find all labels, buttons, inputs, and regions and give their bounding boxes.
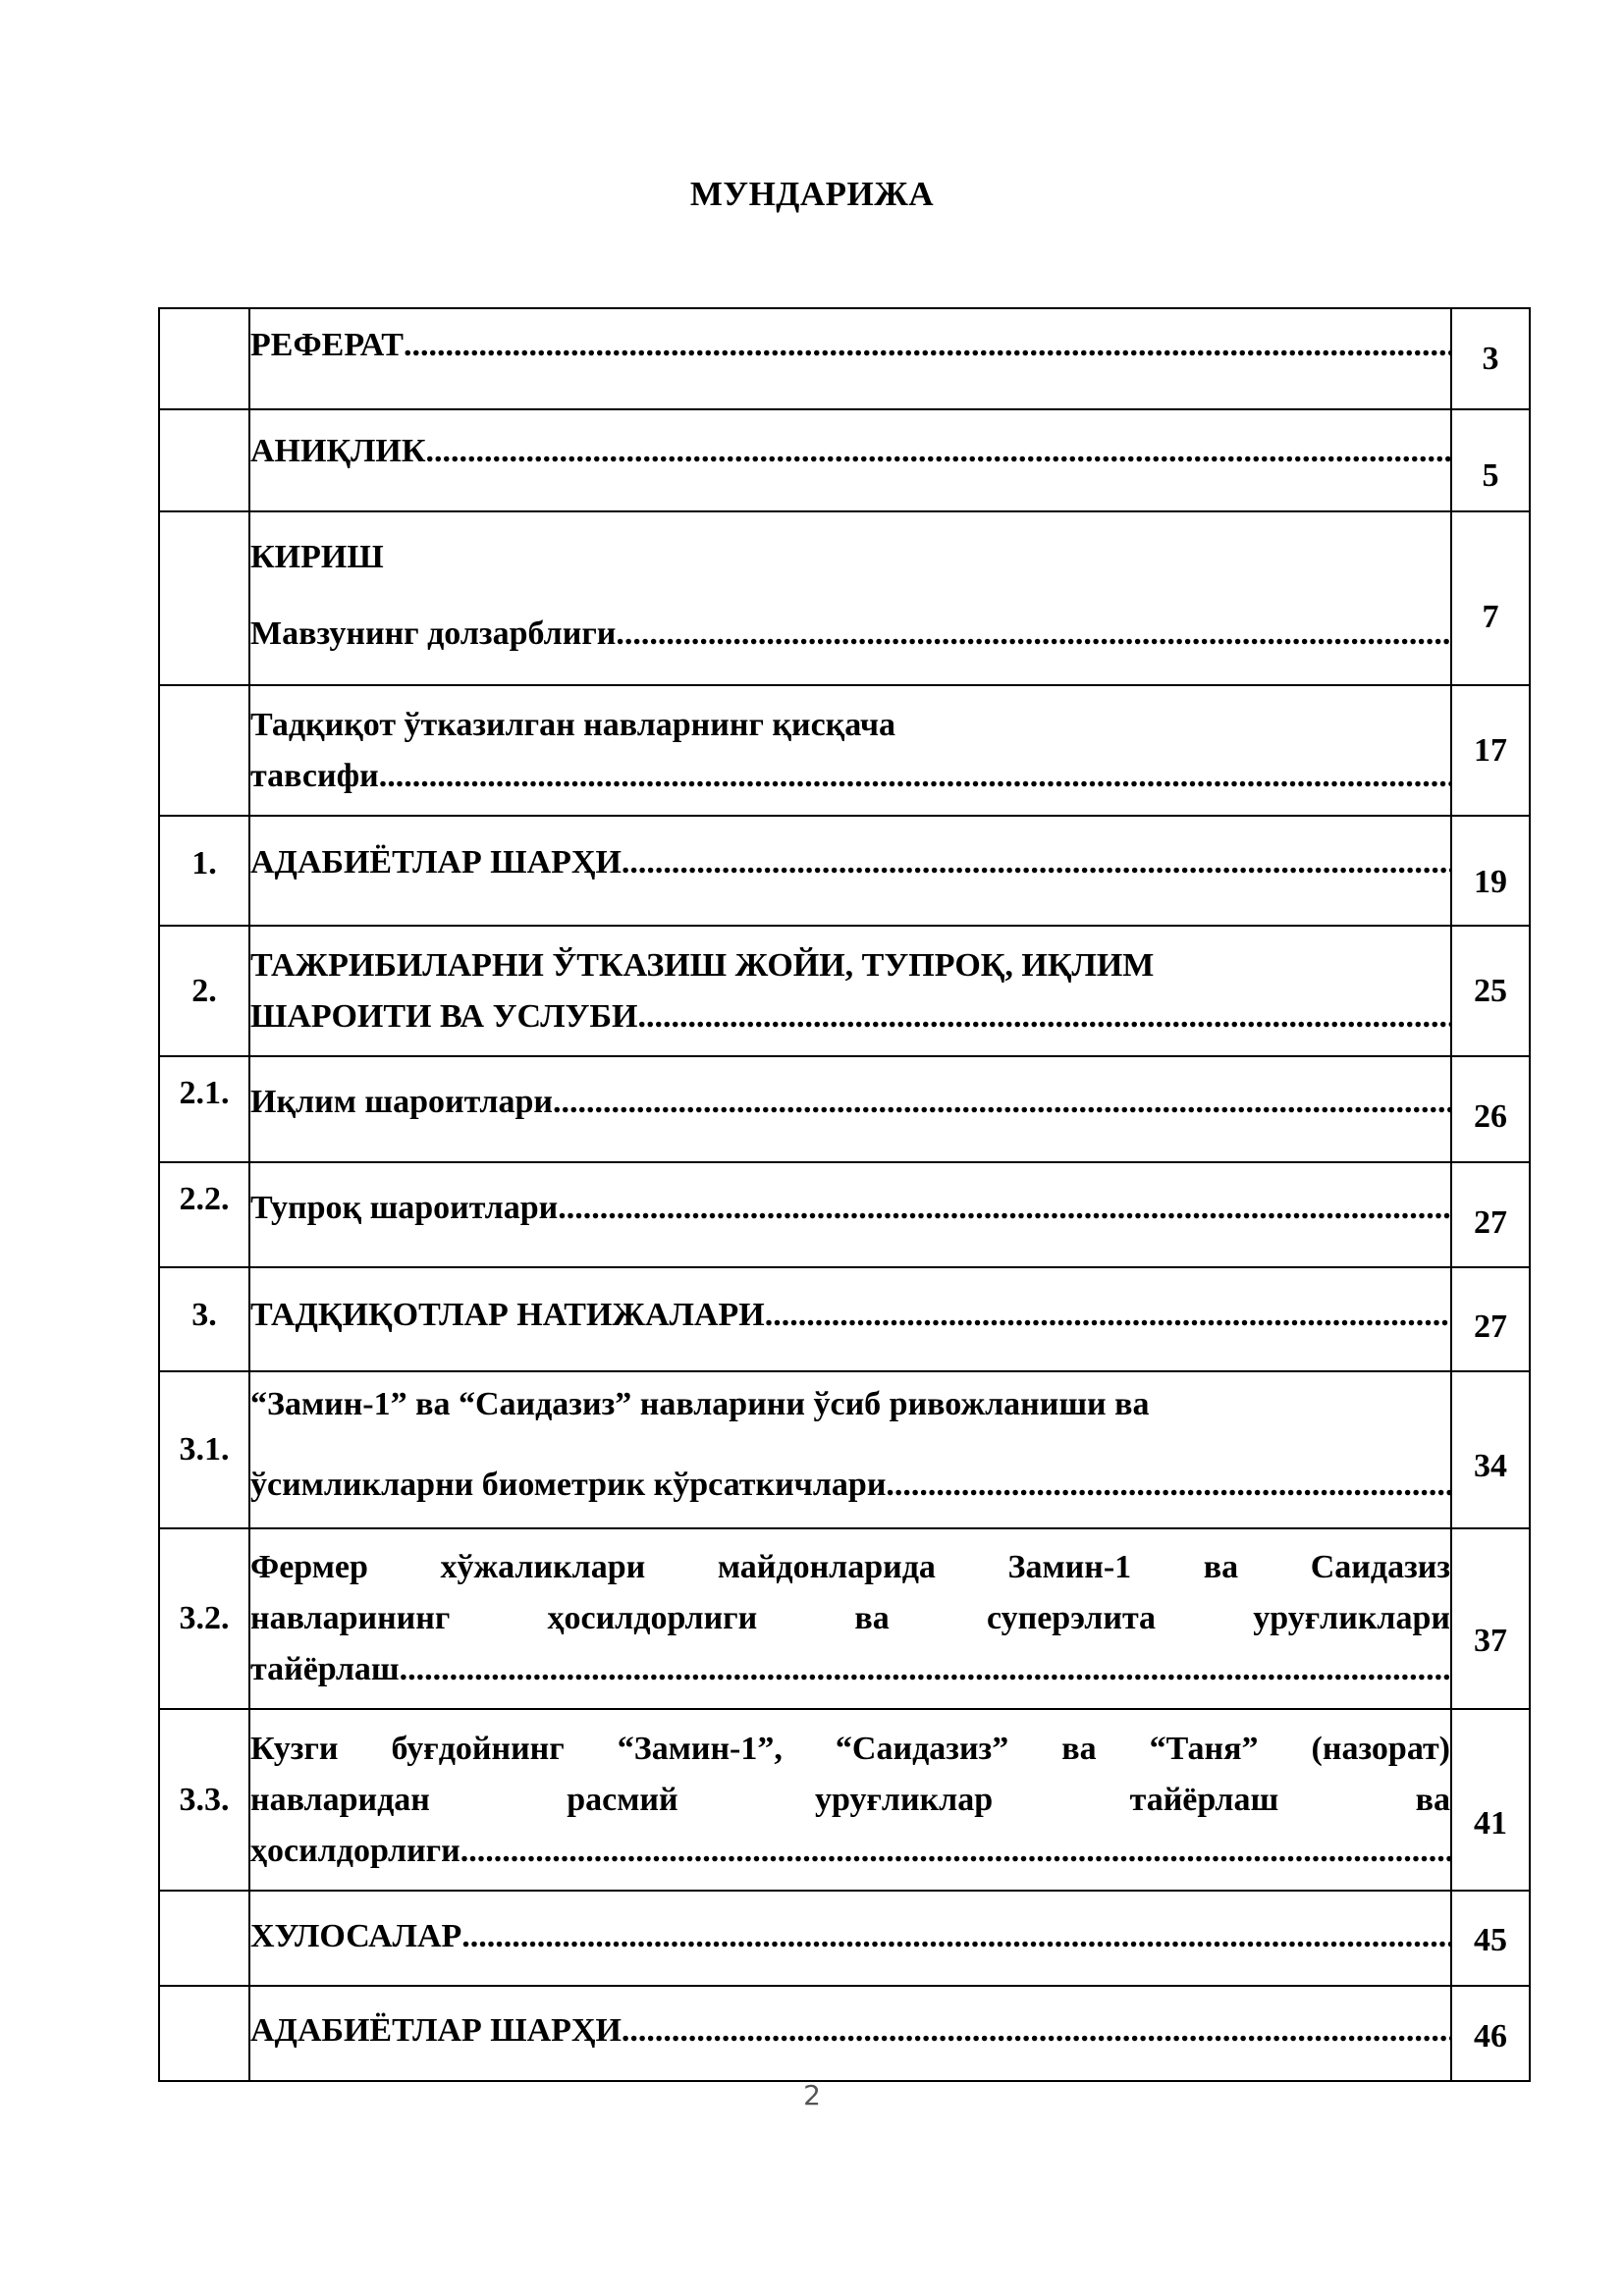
toc-entry-text: АДАБИЁТЛАР ШАРҲИ: [250, 2011, 622, 2049]
leader-dots: [426, 426, 1450, 477]
toc-entry[interactable]: [249, 926, 1451, 1056]
toc-page: 41: [1451, 1709, 1530, 1891]
toc-row: [159, 1162, 1530, 1267]
toc-row: [159, 1528, 1530, 1709]
leader-dots: [622, 837, 1450, 888]
toc-row: [159, 308, 1530, 409]
toc-number: [159, 1891, 249, 1986]
toc-entry-text: Иқлим шароитлари: [250, 1084, 553, 1120]
toc-entry-text: навларининг ҳосилдорлиги ва суперэлита уруғликлари: [250, 1600, 1450, 1636]
toc-row: [159, 1891, 1530, 1986]
toc-page: 34: [1451, 1371, 1530, 1528]
toc-page: 3: [1451, 308, 1530, 409]
toc-entry-text: ШАРОИТИ ВА УСЛУБИ: [250, 997, 638, 1035]
toc-entry[interactable]: [249, 1528, 1451, 1709]
toc-page: 27: [1451, 1267, 1530, 1371]
leader-dots: [886, 1460, 1450, 1511]
toc-entry-text: ХУЛОСАЛАР: [250, 1917, 462, 1954]
toc-row: [159, 1267, 1530, 1371]
toc-entry-text: Кузги буғдойнинг “Замин-1”, “Саидазиз” ва “Таня” (назорат): [250, 1730, 1450, 1767]
toc-row: [159, 816, 1530, 926]
toc-number: 3.1.: [159, 1371, 249, 1528]
toc-entry[interactable]: [249, 409, 1451, 511]
leader-dots: [637, 991, 1450, 1042]
toc-number: [159, 1986, 249, 2081]
toc-page: 27: [1451, 1162, 1530, 1267]
toc-number: 2.2.: [159, 1162, 249, 1267]
leader-dots: [765, 1290, 1450, 1341]
toc-page: 46: [1451, 1986, 1530, 2081]
leader-dots: [558, 1183, 1450, 1234]
toc-number: [159, 308, 249, 409]
toc-row: [159, 409, 1530, 511]
toc-number: 2.1.: [159, 1056, 249, 1162]
toc-entry-text: ТАЖРИБИЛАРНИ ЎТКАЗИШ ЖОЙИ, ТУПРОҚ, ИҚЛИМ: [250, 946, 1155, 984]
toc-page: 17: [1451, 685, 1530, 816]
toc-entry-text: Тупроқ шароитлари: [250, 1189, 559, 1226]
toc-entry[interactable]: [249, 511, 1451, 685]
toc-page: 26: [1451, 1056, 1530, 1162]
toc-entry-text: Фермер хўжаликлари майдонларида Замин-1 ва Саидазиз: [250, 1549, 1450, 1585]
toc-entry[interactable]: [249, 1162, 1451, 1267]
toc-row: [159, 685, 1530, 816]
toc-entry[interactable]: [249, 1371, 1451, 1528]
toc-entry-text: ТАДҚИҚОТЛАР НАТИЖАЛАРИ: [250, 1297, 765, 1333]
leader-dots: [404, 320, 1450, 371]
toc-entry[interactable]: [249, 685, 1451, 816]
toc-page: 19: [1451, 816, 1530, 926]
toc-entry[interactable]: [249, 1056, 1451, 1162]
toc-row: [159, 926, 1530, 1056]
toc-entry-text: Мавзунинг долзарблиги: [250, 614, 617, 652]
toc-number: 3.3.: [159, 1709, 249, 1891]
toc-page: 37: [1451, 1528, 1530, 1709]
page-title: МУНДАРИЖА: [689, 175, 935, 213]
toc-entry-text: навларидан расмий уруғликлар тайёрлаш ва: [250, 1781, 1450, 1818]
leader-dots: [553, 1077, 1450, 1128]
toc-entry-text: “Замин-1” ва “Саидазиз” навларини ўсиб ривожланиши ва: [250, 1386, 1150, 1422]
toc-page: 25: [1451, 926, 1530, 1056]
toc-entry-text: АДАБИЁТЛАР ШАРҲИ: [250, 844, 622, 881]
toc-row: [159, 1709, 1530, 1891]
toc-page: 45: [1451, 1891, 1530, 1986]
page-number: 2: [803, 2079, 821, 2111]
toc-number: 3.2.: [159, 1528, 249, 1709]
toc-number: 2.: [159, 926, 249, 1056]
toc-entry-text: тайёрлаш: [250, 1651, 400, 1687]
toc-entry-text: АНИҚЛИК: [250, 433, 426, 469]
toc-page: 5: [1451, 409, 1530, 511]
leader-dots: [461, 1911, 1450, 1962]
toc-entry[interactable]: [249, 816, 1451, 926]
leader-dots: [400, 1644, 1450, 1695]
toc-row: [159, 511, 1530, 685]
table-of-contents: [158, 307, 1531, 2082]
toc-row: [159, 1986, 1530, 2081]
toc-entry-text: тавсифи: [250, 757, 379, 794]
toc-number: [159, 409, 249, 511]
toc-entry-text: ҳосилдорлиги: [250, 1832, 460, 1869]
toc-entry-heading: КИРИШ: [250, 538, 384, 575]
leader-dots: [622, 2005, 1450, 2056]
toc-entry[interactable]: [249, 1891, 1451, 1986]
leader-dots: [616, 609, 1450, 660]
toc-number: 3.: [159, 1267, 249, 1371]
toc-number: 1.: [159, 816, 249, 926]
toc-page: 7: [1451, 511, 1530, 685]
toc-row: [159, 1371, 1530, 1528]
toc-entry[interactable]: [249, 1267, 1451, 1371]
toc-row: [159, 1056, 1530, 1162]
toc-entry[interactable]: [249, 308, 1451, 409]
toc-entry-text: Тадқиқот ўтказилган навларнинг қисқача: [250, 706, 896, 743]
toc-entry-text: РЕФЕРАТ: [250, 326, 404, 363]
toc-number: [159, 685, 249, 816]
leader-dots: [460, 1826, 1450, 1877]
toc-entry[interactable]: [249, 1709, 1451, 1891]
toc-entry-text: ўсимликларни биометрик кўрсаткичлари: [250, 1467, 887, 1503]
leader-dots: [379, 751, 1450, 802]
toc-entry[interactable]: [249, 1986, 1451, 2081]
toc-number: [159, 511, 249, 685]
